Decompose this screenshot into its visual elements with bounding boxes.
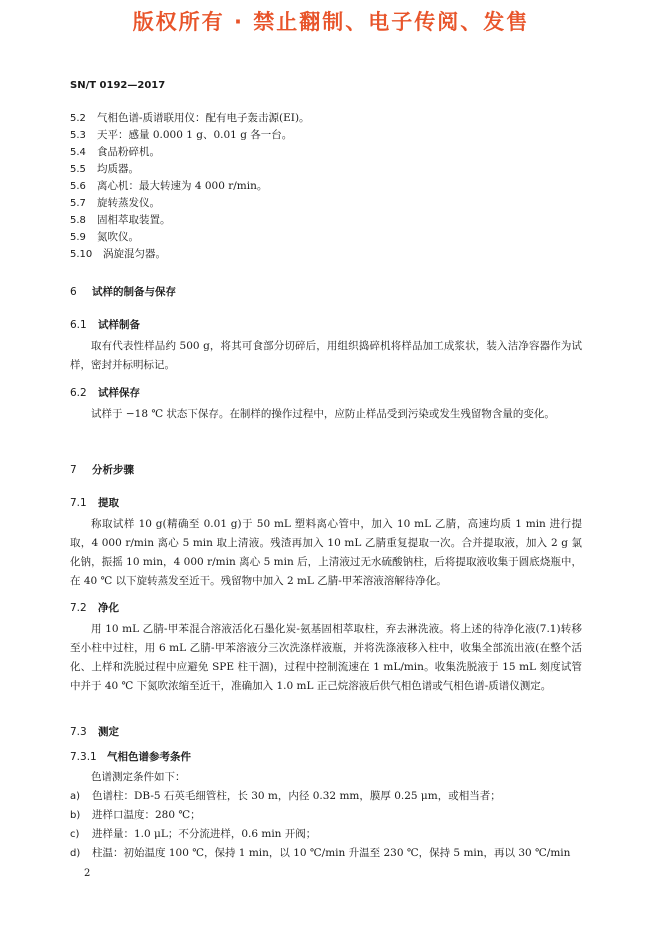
item-number: 5.4 (70, 147, 86, 158)
item-text: 旋转蒸发仪。 (97, 197, 160, 209)
paragraph: 取有代表性样品约 500 g，将其可食部分切碎后，用组织捣碎机将样品加工成浆状，装入洁净容器作为试样，密封并标明标记。 (70, 340, 582, 371)
section-title: 测定 (98, 726, 119, 738)
subsubsection-heading (70, 749, 191, 764)
item-text: 涡旋混匀器。 (103, 248, 166, 260)
item-text: 进样口温度：280 ℃； (92, 809, 201, 821)
list-item (70, 128, 292, 143)
item-number: 5.9 (70, 232, 86, 243)
item-text: 均质器。 (97, 163, 139, 175)
page-number: 2 (84, 868, 91, 879)
paragraph: 试样于 −18 ℃ 状态下保存。在制样的操作过程中，应防止样品受到污染或发生残留物含量的变化。 (91, 408, 555, 420)
item-number: 5.8 (70, 215, 86, 226)
item-text: 进样量：1.0 μL；不分流进样，0.6 min 开阀； (92, 828, 317, 840)
copyright-banner: 版权所有 · 禁止翻制、电子传阅、发售 (132, 10, 530, 34)
gc-conditions (70, 768, 590, 863)
section-title: 试样的制备与保存 (92, 286, 176, 298)
item-number: 5.7 (70, 198, 86, 209)
subsection-heading (70, 495, 119, 510)
subsection-heading (70, 317, 140, 332)
item-number: 5.3 (70, 130, 86, 141)
paragraph: 用 10 mL 乙腈-甲苯混合溶液活化石墨化炭-氨基固相萃取柱，弃去淋洗液。将上述的待净化液(7.1)转移至小柱中过柱，用 6 mL 乙腈-甲苯溶液分三次洗涤样液瓶，并将洗涤液移入柱中，收集全部流出液(在整个活化、上样和洗脱过程中应避免 SPE 柱干涸)，过程中控制流速在 1 mL/min。收集洗脱液于 15 mL 刻度试管中并于 40 ℃ 下氮吹浓缩至近干，准确加入 1.0 mL 正己烷溶液后供气相色谱或气相色谱-质谱仪测定。 (70, 623, 582, 692)
item-label: b) (70, 810, 81, 821)
list-item (70, 247, 166, 262)
list-item (70, 230, 139, 245)
section-title: 试样保存 (98, 387, 140, 399)
section-heading (70, 462, 134, 477)
subsection-heading (70, 724, 119, 739)
paragraph: 称取试样 10 g(精确至 0.01 g)于 50 mL 塑料离心管中，加入 10 mL 乙腈，高速均质 1 min 进行提取，4 000 r/min 离心 5 min 取上清液。残渣再加入 10 mL 乙腈重复提取一次。合并提取液，加入 2 g 氯化钠，振摇 10 min，4 000 r/min 离心 5 min 后，上清液过无水硫酸钠柱，后将提取液收集于圆底烧瓶中，在 40 ℃ 以下旋转蒸发至近干。残留物中加入 2 mL 乙腈-甲苯溶液溶解待净化。 (70, 518, 582, 587)
document-number: SN/T 0192—2017 (70, 80, 166, 91)
list-item (70, 196, 160, 211)
list-item (70, 825, 590, 844)
section-title: 分析步骤 (92, 464, 134, 476)
list-item (70, 806, 590, 825)
section-title: 提取 (98, 497, 119, 509)
subsection-heading (70, 600, 119, 615)
item-label: a) (70, 791, 81, 802)
section-number: 7.2 (70, 602, 87, 614)
item-number: 5.6 (70, 181, 86, 192)
item-label: c) (70, 829, 80, 840)
list-item (70, 844, 590, 863)
list-intro: 色谱测定条件如下： (91, 771, 186, 783)
section-number: 6.1 (70, 319, 87, 331)
section-number: 7.1 (70, 497, 87, 509)
item-text: 天平：感量 0.000 1 g、0.01 g 各一台。 (97, 129, 293, 141)
section-number: 7.3.1 (70, 751, 97, 763)
list-item (70, 179, 267, 194)
item-label: d) (70, 848, 81, 859)
section-number: 6.2 (70, 387, 87, 399)
list-item (70, 145, 160, 160)
item-text: 食品粉碎机。 (97, 146, 160, 158)
item-number: 5.10 (70, 249, 93, 260)
item-text: 氮吹仪。 (97, 231, 139, 243)
list-item (70, 787, 590, 806)
section-number: 7 (70, 464, 77, 476)
section-title: 试样制备 (98, 319, 140, 331)
item-text: 气相色谱-质谱联用仪：配有电子轰击源(EI)。 (97, 112, 310, 124)
list-item (70, 213, 171, 228)
section-number: 7.3 (70, 726, 87, 738)
section-title: 气相色谱参考条件 (107, 751, 191, 763)
item-text: 离心机：最大转速为 4 000 r/min。 (97, 180, 268, 192)
item-number: 5.5 (70, 164, 86, 175)
list-item (70, 111, 310, 126)
list-item (70, 162, 139, 177)
item-text: 柱温：初始温度 100 ℃，保持 1 min，以 10 ℃/min 升温至 230 ℃，保持 5 min，再以 30 ℃/min (92, 847, 571, 859)
section-title: 净化 (98, 602, 119, 614)
section-heading (70, 284, 176, 299)
item-text: 色谱柱：DB-5 石英毛细管柱，长 30 m，内径 0.32 mm，膜厚 0.25 μm，或相当者； (92, 790, 501, 802)
section-number: 6 (70, 286, 77, 298)
subsection-heading (70, 385, 140, 400)
item-text: 固相萃取装置。 (97, 214, 171, 226)
item-number: 5.2 (70, 113, 86, 124)
